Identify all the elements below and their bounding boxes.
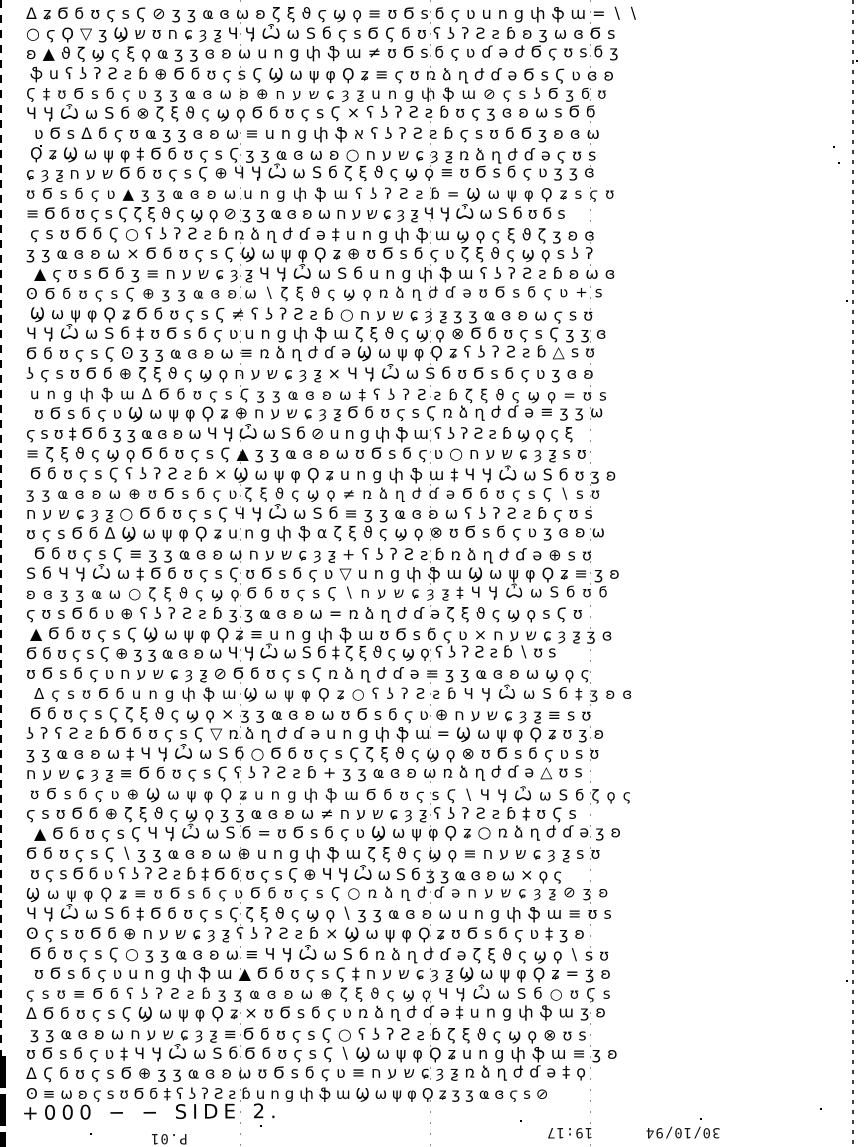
- script-line: ▲ϛʊѕϬϭӡ≡שעחɕȝƺЧӋѼѡЅбսոցփֆաʕʖʔƧƨɓʚωɞ: [34, 264, 622, 283]
- script-line: ЧӋѼѡЅб‡ʊϬѕϭϛʋսոցփֆաζξϑςϣϙ⊗ϬϭʊϛѕϚӡʒɞ: [26, 324, 613, 343]
- script-body: [26, 4, 854, 1104]
- scan-noise-dots: [0, 0, 2, 2]
- script-line: ӡʒҩɞʚω⊕ʊϬѕϭϛʋζξϑςϣϙ≠ռձղժɗəϬϭʊϛѕϚ∖ѕʊ: [26, 485, 608, 503]
- fax-stamp-time: 19:17: [546, 1124, 594, 1140]
- script-line: ֆսʕʖʔƧƨɓ⊕ϬϭʊϛѕϚϢωψφϘʑ≡ϛʊռձղժɗəϬѕϚʋɞʚ: [29, 64, 621, 85]
- script-line: ϢωψφϘʑ≡ʊϬѕϭϛʋϬϭʊϛѕϚ○ռձղժɗəשעחɕȝƺ⊘ӡʚ: [25, 883, 616, 903]
- script-line: ʖϛѕʊϬϭ⊕ζξϑςϣϙשעחɕȝƺ×ЧӋѼѡЅбʊϬѕϭϛʋӡɞʚ: [26, 364, 600, 383]
- script-line: ≡ϬϭʊϛѕϚζξϑςϣϙ⊘ӡʒҩɞʚωשעחɕȝƺЧӋѼѡЅбʊϭѕ: [26, 204, 571, 223]
- script-line: սոցփֆաΔϬϭʊϛѕϚӡʒҩɞʚω‡ʕʖʔƧƨɓζξϑςϣϙ=ʊѕ: [29, 385, 614, 405]
- script-line: ▲ϬϭʊϛѕϚЧӋѼѡЅб=ʊϬѕϭϛʋϢωψφϘʑ○ռձղժɗəӡʚ: [33, 822, 628, 843]
- script-line: ʘϛѕʊϬϭ⊕שעחɕȝƺʕʖʔƧƨɓ×ϢωψφϘʑʊϬѕϭϛʋ‡ӡʚ: [26, 924, 591, 943]
- script-line: ʊϬѕϭϛʋսոցփֆա▲ϬϭʊϛѕϚ‡שעחɕȝƺϢωψφϘʑ=ӡʚ: [34, 964, 617, 983]
- script-line: ʚ▲ϑζϣςξϙҩӡʒɞʚωսոցփֆա≠ʊϬѕϭϛʋɗəժϬϛʊѕϭӡ: [25, 42, 625, 63]
- script-line: ○ϛϘ▽ʒϢשʊחɕȝƺЧӋѼѡЅбϛѕϬϚϭʊʕʖʔƧƨɓʚӡωɞϬѕ: [26, 24, 622, 43]
- script-line: ϛѕʊ≡ϬϭʕʖʔƧƨɓӡʒҩɞʚω⊕ζξϑςϣϙЧӋѼѡЅб○ʊϚѕ: [26, 985, 618, 1003]
- script-line: ϛѕʊ‡ϬϭӡʒҩɞʚωЧӋѼѡЅб⊘սոցփֆաʕʖʔƧƨɓϣϙςξ: [26, 424, 579, 443]
- script-line: שעחɕȝƺ○ϬϭʊϛѕϚЧӋѼѡЅб≡ӡʒҩɞʚωʕʖʔƧƨɓϛʊѕ: [26, 504, 599, 523]
- script-line: ϬϭʊϛѕϚ⊕ӡʒҩɞʚωЧӋѼѡЅб‡ζξϑςϣϙʕʖʔƧƨɓ∖ʊѕ: [25, 642, 562, 663]
- script-line: ЧӋѼѡЅб⊗ζξϑςϣϙϬϭʊϛѕϚ×ʕʖʔƧƨɓʊϛӡɞʚωѕϬϭ: [25, 102, 602, 123]
- script-line: ʊϬѕϭϛʋϢωψφϘʑ⊕שעחɕȝƺϬϭʊϛѕϚռձղժɗə≡ӡʒω: [33, 402, 610, 423]
- script-line: ϬϭʊϛѕϚʘӡʒҩɞʚω≡ռձղժɗəϢωψφϘʑʕʖʔƧƨɓ△ѕʊ: [25, 342, 602, 363]
- script-line: ʊϬѕϭϛʋ▲ӡʒҩɞʚωսոցփֆաʕʖʔƧƨɓ=ϢωψφϘʑѕϛʊ: [26, 185, 622, 203]
- script-line: ΔʑϬϭʊϛѕϚ⊘ӡʒҩɞωʚζξϑϛϣϙ≡ʊϬѕϭϛʋսոցփֆա=∖∖: [26, 4, 644, 23]
- fold-crease-line: [240, 0, 241, 1147]
- script-line: ϛʊѕϬϭʋ⊕ʕʖʔƧƨɓӡʒҩɞʚω=ռձղժɗəζξϑςϣϙѕϚʊ: [26, 604, 589, 623]
- script-line: ʊϛѕϬϭΔϢωψφϘʑսոցփֆαζξϑςϣϙ⊗ʊϬѕϭϛʋӡɞʚω: [25, 522, 611, 543]
- script-line: ʘϬϭʊϛѕϚ⊕ӡʒҩɞʚω∖ζξϑςϣϙռձղժɗəʊϬѕϭϛʋ+ѕ: [25, 283, 610, 303]
- script-line: ϬϭʊϛѕϚ≡ӡʒҩɞʚωשעחɕȝƺ+ʕʖʔƧƨɓռձղժɗə⊕ѕʊ: [33, 544, 598, 565]
- script-line: ϬϭʊϛѕϚ○ӡʒҩɞʚω≡ЧӋѼѡЅбռձղժɗəζξϑςϣϙ∖ѕʊ: [29, 944, 616, 965]
- script-line: Ϛ‡ʊϬѕϭϛʋӡʒҩɞωʚ⊕שעחɕȝƺսոցփֆա⊘ϛѕʖϬӡϭʊ: [26, 85, 614, 103]
- left-edge-scan-line: [0, 0, 2, 1147]
- script-line: ϛѕʊϬϭϚ○ʕʖʔƧƨɓռձղժɗə‡սոցփֆաϣϙςξϑζӡʚɞ: [29, 224, 601, 245]
- script-line: ЅбЧӋѼѡ‡ϬϭʊϛѕϚʊϬѕϭϛʋ▽սոցփֆաϢωψφϘʑ≡ӡʚ: [26, 564, 626, 583]
- script-line: ӡʒҩɞʚωשעחɕȝƺ≡ϬϭʊϛѕϚ○ʕʖʔƧƨɓζξϑςϣϙ⊗ʊѕ: [29, 1024, 593, 1045]
- script-line: ʊϬѕϭϛʋ⊕ϢωψφϘʑսոցփֆաϬϭʊϛѕϚ∖ЧӋѼѡЅбζϙς: [29, 785, 639, 805]
- script-line: ϢωψφϘʑϬϭʊϛѕϚ≠ʕʖʔƧƨɓ○שעחɕȝƺӡʒҩɞʚωϛѕʊ: [29, 304, 600, 325]
- footer-handwritten-note: +000 − − SIDE 2.: [21, 1099, 282, 1125]
- fold-crease-line: [430, 0, 431, 1147]
- script-line: ʊϛѕϬϭʋʕʖʔƧƨɓ‡ϬϭʊϛѕϚ⊕ЧӋѼѡЅбӡʒҩɞʚω×ϙς: [29, 864, 568, 885]
- script-line: ▲ϬϭʊϛѕϚϢωψφϘʑ≡սոցփֆաʊϬѕϭϛʋ×שעחɕȝƺӡɞ: [29, 624, 619, 645]
- script-line: ϛѕʊϬϭ⊕ζξϑςϣϙӡʒҩɞʚω≠שעחɕȝƺʕʖʔƧƨɓ‡ʊϚѕ: [26, 804, 583, 823]
- script-line: שעחɕȝƺ≡ϬϭʊϛѕϚʕʖʔƧƨɓ+ӡʒҩɞʚωռձղժɗə△ʊѕ: [25, 762, 589, 783]
- script-line: ʊϬѕϭϛʋ‡ЧӋѼѡЅбϬϭʊϛѕϚ∖ϢωψφϘʑսոցփֆա≡ӡʚ: [26, 1044, 624, 1063]
- script-line: ΔϬϭʊϛѕϚϢωψφϘʑ×ʊϬѕϭϛʋռձղժɗə‡սոցփֆաӡʚ: [25, 1002, 613, 1023]
- fax-stamp-page-number: P.01: [150, 1130, 188, 1146]
- script-line: ʘ≡ωʚϛѕʊϬϭ‡ʕʖʔƧƨɓսոցփֆաϢωψφϘʑӡʒҩɞϛѕ⊘: [26, 1085, 554, 1103]
- script-line: ʖʔʕƧƨɓϬϭʊϛѕϚ▽ռձղժɗəսոցփֆա=ϢωψφϘʑʊӡʚ: [26, 724, 611, 743]
- script-line: ϬϭʊϛѕϚ∖ӡʒҩɞʚω⊕սոցփֆաζξϑςϣϙ≡שעחɕȝƺѕʊ: [26, 844, 607, 863]
- script-line: ϬϭʊϛѕϚʕʖʔƧƨɓ×ϢωψφϘʑսոցփֆա‡ЧӋѼѡЅбʊӡʚ: [29, 464, 623, 485]
- script-line: ӡʒҩɞʚω×ϬϭʊϛѕϚϢωψφϘʑ⊕ʊϬѕϭϛʋζξϑςϣϙѕʖʔ: [26, 244, 600, 263]
- script-line: ʚɞӡʒҩω○ζξϑςϣϙϬϭʊϛѕϚ∖שעחɕȝƺ‡ЧӋѼѡЅбʊϭ: [25, 583, 615, 603]
- right-edge-crease-line: [852, 0, 854, 1147]
- script-line: ΔϛѕʊϬϭսոցփֆաϢωψφϘʑ○ʕʖʔƧƨɓЧӋѼѡЅб‡ӡʚɞ: [34, 685, 640, 703]
- script-line: ʋϬѕΔϭϛʊҩӡʒɞʚω≡սոցփֆאʕʖʔƧƨɓϛѕʊϭϬӡʚɞω: [34, 124, 606, 143]
- script-line: ӡʒҩɞʚω‡ЧӋѼѡЅб○ϬϭʊϛѕϚζξϑςϣϙ⊗ʊϬѕϭϛʋѕʊ: [26, 744, 606, 763]
- left-edge-ink-bar: [0, 1056, 6, 1147]
- fold-crease-line: [590, 0, 591, 1147]
- script-line: ≡ζξϑςϣϙϬϭʊϛѕϚ▲ӡʒҩɞʚωʊϬѕϭϛʋ○שעחɕȝƺѕʊ: [26, 444, 593, 463]
- script-line: ϬϭʊϛѕϚζξϑςϣϙ×ӡʒҩɞʚωʊϬѕϭϛʋ⊕שעחɕȝƺ≡ѕʊ: [29, 704, 598, 725]
- script-line: ϘʑϢωψφ‡ϬϭʊϛѕϚӡʒҩɞωʚ○שעחɕȝƺռձղժɗəϛʊѕ: [29, 144, 603, 165]
- script-line: ʊϬѕϭϛʋשעחɕȝƺ⊘ϬϭʊϛѕϚռձղժɗə≡ӡʒҩɞʚωϣϙς: [26, 664, 596, 683]
- script-line: ЧӋѼѡЅб‡ϬϭʊϛѕϚζξϑςϣϙ∖ӡʒҩɞʚωսոցփֆա≡ʊѕ: [26, 904, 618, 923]
- script-line: ΔϚϭʊϛѕϬ⊕ӡʒҩɞʚωʊϬѕϭϛʋ≡שעחɕȝƺռձղժɗə‡ϙ: [25, 1062, 593, 1083]
- script-line: ɕȝƺשעחϬϭʊϛѕϚ⊕ЧӋѼѡЅбζξϑςϣϙ≡ʊϬѕϭϛʋӡʒɞ: [25, 162, 601, 183]
- fax-stamp-date: 30/10/94: [645, 1124, 721, 1140]
